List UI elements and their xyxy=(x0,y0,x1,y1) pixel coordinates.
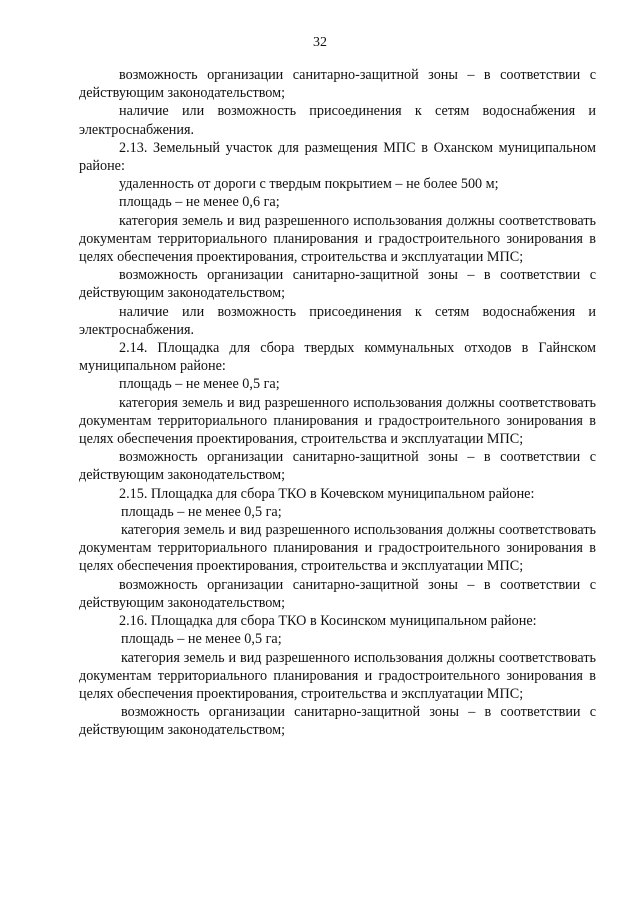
paragraph-land-category: категория земель и вид разрешенного использования должны соответствовать документам территориального планирования и градостроительного зонирования в целях обеспечения проектирования, строительства и эксплуатации МПС; xyxy=(79,522,596,575)
paragraph-sanitary-zone: возможность организации санитарно-защитной зоны – в соответствии с действующим законодательством; xyxy=(79,67,596,102)
paragraph-area: площадь – не менее 0,5 га; xyxy=(121,503,282,520)
section-2-16-heading: 2.16. Площадка для сбора ТКО в Косинском муниципальном районе: xyxy=(119,613,537,630)
section-2-15-heading: 2.15. Площадка для сбора ТКО в Кочевском муниципальном районе: xyxy=(119,485,535,502)
section-2-14-heading: 2.14. Площадка для сбора твердых коммунальных отходов в Гайнском муниципальном районе: xyxy=(79,340,596,375)
paragraph-land-category: категория земель и вид разрешенного использования должны соответствовать документам территориального планирования и градостроительного зонирования в целях обеспечения проектирования, строительства и эксплуатации МПС; xyxy=(79,212,596,266)
paragraph-land-category: категория земель и вид разрешенного использования должны соответствовать документам территориального планирования и градостроительного зонирования в целях обеспечения проектирования, строительства и эксплуатации МПС; xyxy=(79,394,596,448)
page-number: 32 xyxy=(313,35,327,50)
paragraph-utilities: наличие или возможность присоединения к сетям водоснабжения и электроснабжения. xyxy=(79,103,596,138)
paragraph-area: площадь – не менее 0,5 га; xyxy=(121,631,282,648)
paragraph-sanitary-zone: возможность организации санитарно-защитной зоны – в соответствии с действующим законодательством; xyxy=(79,267,596,302)
paragraph-road-distance: удаленность от дороги с твердым покрытием – не более 500 м; xyxy=(119,176,499,193)
paragraph-land-category: категория земель и вид разрешенного использования должны соответствовать документам территориального планирования и градостроительного зонирования в целях обеспечения проектирования, строительства и эксплуатации МПС; xyxy=(79,649,596,702)
section-2-13-heading: 2.13. Земельный участок для размещения МПС в Оханском муниципальном районе: xyxy=(79,139,596,175)
document-body xyxy=(79,66,596,740)
paragraph-area: площадь – не менее 0,6 га; xyxy=(119,194,280,211)
paragraph-sanitary-zone: возможность организации санитарно-защитной зоны – в соответствии с действующим законодательством; xyxy=(79,576,596,611)
paragraph-area: площадь – не менее 0,5 га; xyxy=(119,376,280,393)
paragraph-sanitary-zone: возможность организации санитарно-защитной зоны – в соответствии с действующим законодательством; xyxy=(79,449,596,484)
paragraph-sanitary-zone: возможность организации санитарно-защитной зоны – в соответствии с действующим законодательством; xyxy=(79,704,596,739)
paragraph-utilities: наличие или возможность присоединения к сетям водоснабжения и электроснабжения. xyxy=(79,303,596,338)
